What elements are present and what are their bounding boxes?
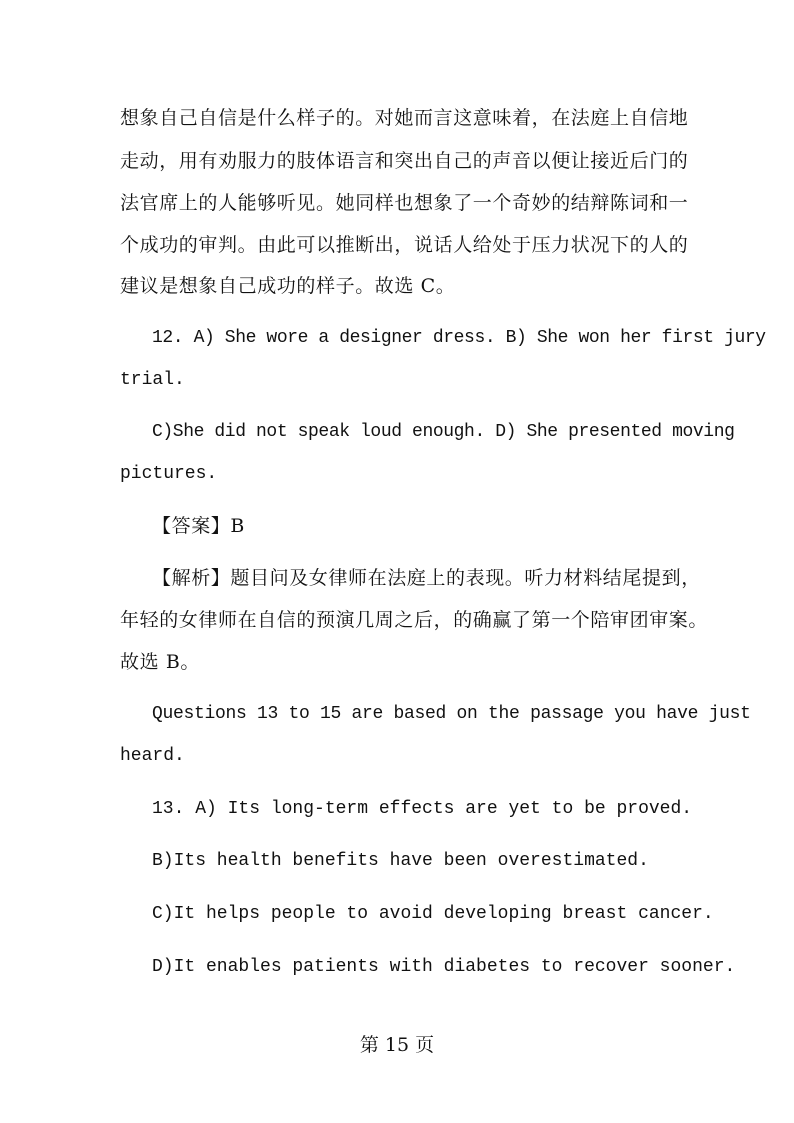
page-number: 第 15 页 xyxy=(359,1034,435,1056)
paragraph-line: 走动，用有劝服力的肢体语言和突出自己的声音以便让接近后门的 xyxy=(120,150,689,172)
question-13-option-b: B)Its health benefits have been overestimated. xyxy=(152,851,649,871)
answer-label: 【答案】B xyxy=(152,515,245,537)
question-13-option-c: C)It helps people to avoid developing breast cancer. xyxy=(152,904,714,924)
paragraph-line: 想象自己自信是什么样子的。对她而言这意味着，在法庭上自信地 xyxy=(120,107,689,129)
explanation-line: 【解析】题目问及女律师在法庭上的表现。听力材料结尾提到， xyxy=(152,567,701,589)
question-12-options-cont: pictures. xyxy=(120,464,218,484)
explanation-line: 故选 B。 xyxy=(120,651,201,673)
section-intro: Questions 13 to 15 are based on the passage you have just xyxy=(152,704,751,724)
question-13-option-a: 13. A) Its long-term effects are yet to be proved. xyxy=(152,799,693,819)
paragraph-line: 法官席上的人能够听见。她同样也想象了一个奇妙的结辩陈词和一 xyxy=(120,192,689,214)
question-13-option-d: D)It enables patients with diabetes to recover sooner. xyxy=(152,957,736,977)
paragraph-line: 建议是想象自己成功的样子。故选 C。 xyxy=(120,275,456,297)
question-12-options: C)She did not speak loud enough. D) She presented moving xyxy=(152,422,735,442)
explanation-line: 年轻的女律师在自信的预演几周之后，的确赢了第一个陪审团审案。 xyxy=(120,609,709,631)
question-12-options: 12. A) She wore a designer dress. B) She won her first jury xyxy=(152,328,766,348)
question-12-options-cont: trial. xyxy=(120,370,185,390)
section-intro-cont: heard. xyxy=(120,746,185,766)
paragraph-line: 个成功的审判。由此可以推断出，说话人给处于压力状况下的人的 xyxy=(120,234,689,256)
